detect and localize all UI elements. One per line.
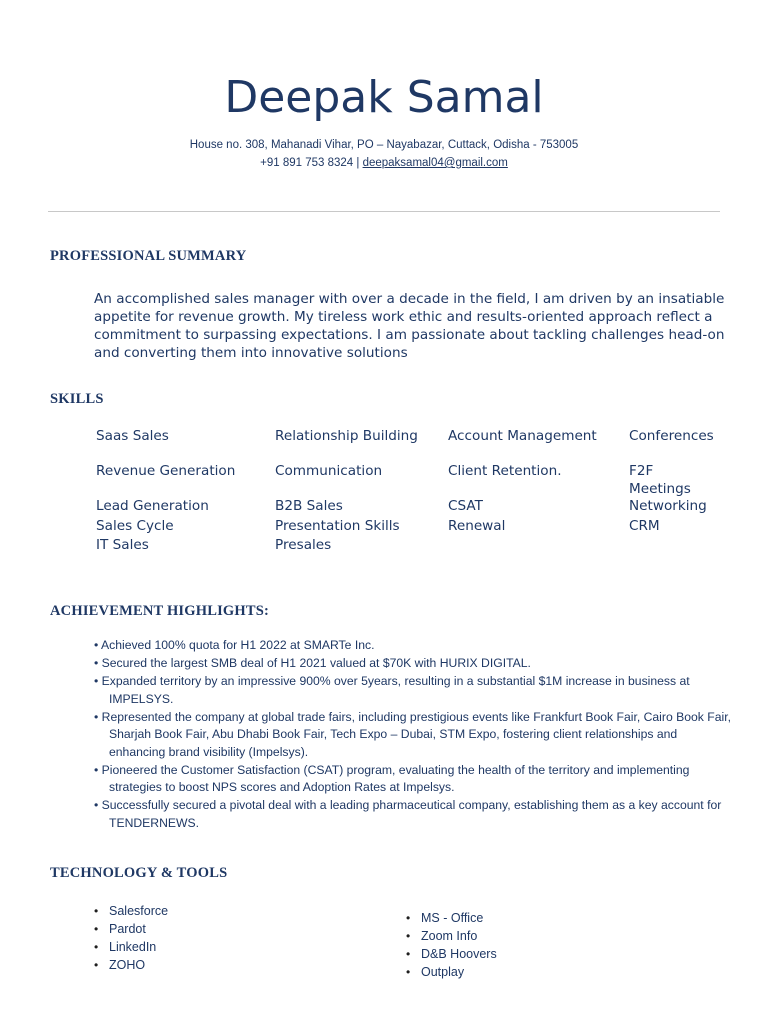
skill-item: CSAT	[448, 498, 483, 514]
bullet-icon: •	[94, 940, 99, 954]
skill-item: Client Retention.	[448, 463, 562, 479]
skill-item: Lead Generation	[96, 498, 209, 514]
phone-number: +91 891 753 8324 |	[260, 157, 360, 169]
skill-item: Revenue Generation	[96, 463, 236, 479]
list-item: • MS - Office	[406, 911, 484, 925]
bullet-icon: •	[406, 947, 411, 961]
list-item: • LinkedIn	[94, 940, 157, 954]
bullet-icon: •	[406, 911, 411, 925]
summary-heading: PROFESSIONAL SUMMARY	[50, 248, 247, 264]
bullet-icon: •	[406, 929, 411, 943]
bullet-icon: •	[94, 922, 99, 936]
skills-heading: SKILLS	[50, 391, 104, 407]
candidate-name: Deepak Samal	[224, 72, 544, 123]
tools-list-right	[406, 909, 497, 981]
list-item: • Zoom Info	[406, 929, 478, 943]
bullet-icon: •	[406, 965, 411, 979]
list-item: • Expanded territory by an impressive 900% over 5years, resulting in a substantial $1M increase in business at IMPELSYS.	[94, 674, 690, 706]
tools-list-left	[94, 902, 168, 974]
skill-item: Saas Sales	[96, 428, 169, 444]
tools-heading: TECHNOLOGY & TOOLS	[50, 865, 228, 881]
email-link[interactable]: deepaksamal04@gmail.com	[362, 157, 508, 169]
skill-item: Account Management	[448, 428, 597, 444]
list-item: • Pioneered the Customer Satisfaction (CSAT) program, evaluating the health of the territory and implementing strategies to boost NPS scores and Adoption Rates at Impelsys.	[94, 762, 690, 794]
list-item: • Secured the largest SMB deal of H1 2021 valued at $70K with HURIX DIGITAL.	[94, 656, 531, 670]
skill-item: CRM	[629, 518, 660, 534]
skill-item: Networking	[629, 498, 707, 514]
skill-item: Conferences	[629, 428, 714, 444]
list-item: • Salesforce	[94, 904, 169, 918]
list-item: • ZOHO	[94, 958, 146, 972]
phone-email-line	[0, 157, 768, 169]
skill-item: Relationship Building	[275, 428, 418, 444]
skill-item: IT Sales	[96, 537, 149, 553]
list-item: • Achieved 100% quota for H1 2022 at SMARTe Inc.	[94, 638, 375, 652]
skill-item: Renewal	[448, 518, 506, 534]
achievements-heading: ACHIEVEMENT HIGHLIGHTS:	[50, 603, 270, 619]
skill-item: F2F Meetings	[629, 463, 691, 497]
list-item: • Successfully secured a pivotal deal with a leading pharmaceutical company, establishing them as a key account for TENDERNEWS.	[94, 798, 722, 830]
bullet-icon: •	[94, 904, 99, 918]
achievements-list	[94, 637, 734, 833]
list-item: • Outplay	[406, 965, 465, 979]
list-item: • Represented the company at global trade fairs, including prestigious events like Frankfurt Book Fair, Cairo Book Fair, Sharjah Book Fair, Abu Dhabi Book Fair, Tech Expo – Dubai, STM Expo, fostering client relationships and enhancing brand visibility (Impelsys).	[94, 709, 731, 759]
bullet-icon: •	[94, 958, 99, 972]
skill-item: Presentation Skills	[275, 518, 400, 534]
summary-text: An accomplished sales manager with over a decade in the field, I am driven by an insatiable appetite for revenue growth. My tireless work ethic and results-oriented approach reflect a commitment to surpassing expectations. I am passionate about tackling challenges head-on and converting them into innovative solutions	[94, 291, 725, 361]
skill-item: Communication	[275, 463, 383, 479]
list-item: • D&B Hoovers	[406, 947, 497, 961]
header-divider	[48, 211, 720, 212]
skill-item: Presales	[275, 537, 332, 553]
list-item: • Pardot	[94, 922, 146, 936]
address-line: House no. 308, Mahanadi Vihar, PO – Nayabazar, Cuttack, Odisha - 753005	[189, 139, 579, 151]
skill-item: Sales Cycle	[96, 518, 174, 534]
skill-item: B2B Sales	[275, 498, 343, 514]
